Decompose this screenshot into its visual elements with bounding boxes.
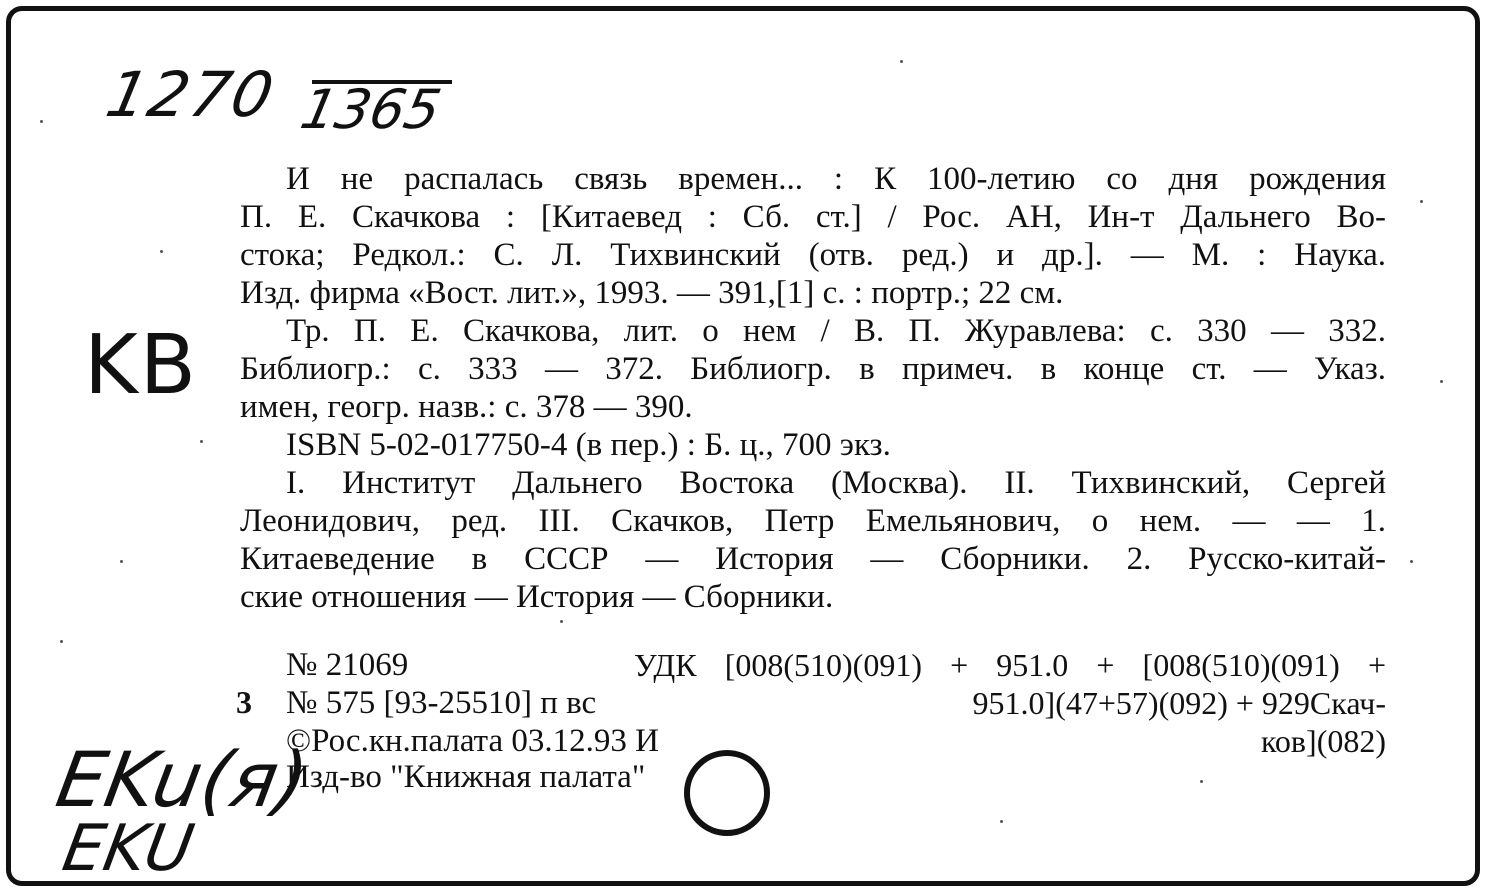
prefix-number: 3	[236, 684, 252, 720]
udk-line-2: 951.0](47+57)(092) + 929Скач-	[972, 685, 1386, 721]
entry-line: Тр. П. Е. Скачкова, лит. о нем / В. П. Журавлева: с. 330 — 332.	[286, 313, 1386, 349]
handwritten-ek-line2: EKU	[57, 812, 199, 886]
entry-line: стока; Редкол.: С. Л. Тихвинский (отв. ред.) и др.]. — М. : Наука.	[240, 237, 1386, 273]
udk-line-3: ков](082)	[1261, 723, 1386, 759]
handwritten-ek-line1: EKu(я)	[50, 735, 315, 824]
entry-line: имен, геогр. назв.: с. 378 — 390.	[240, 389, 693, 425]
handwritten-code-alt: 1365	[295, 78, 447, 141]
entry-line: Леонидович, ред. III. Скачков, Петр Емельянович, о нем. — — 1.	[240, 503, 1386, 539]
publisher-line: Изд-во "Книжная палата"	[286, 759, 646, 795]
entry-line: Библиогр.: с. 333 — 372. Библиогр. в примеч. в конце ст. — Указ.	[240, 351, 1386, 387]
record-number: № 21069	[286, 647, 409, 683]
hole-circle-mark	[684, 750, 770, 836]
entry-line: И не распалась связь времен... : К 100-летию со дня рождения	[286, 161, 1386, 197]
handwritten-kb-mark: KB	[84, 318, 199, 413]
copyright-line: ©Рос.кн.палата 03.12.93 И	[286, 723, 659, 759]
record-number-2: № 575 [93-25510] п вс	[286, 685, 597, 721]
entry-line: I. Институт Дальнего Востока (Москва). II. Тихвинский, Сергей	[286, 465, 1386, 501]
isbn-line: ISBN 5-02-017750-4 (в пер.) : Б. ц., 700 экз.	[286, 427, 891, 463]
udk-line-1: УДК [008(510)(091) + 951.0 + [008(510)(091) +	[634, 647, 1386, 683]
entry-line: П. Е. Скачкова : [Китаевед : Сб. ст.] / Рос. АН, Ин-т Дальнего Во-	[240, 199, 1386, 235]
entry-line: Изд. фирма «Вост. лит.», 1993. — 391,[1] с. : портр.; 22 см.	[240, 275, 1064, 311]
entry-line: ские отношения — История — Сборники.	[240, 579, 834, 615]
entry-line: Китаеведение в СССР — История — Сборники. 2. Русско-китай-	[240, 541, 1386, 577]
handwritten-code: 1270	[100, 58, 282, 131]
